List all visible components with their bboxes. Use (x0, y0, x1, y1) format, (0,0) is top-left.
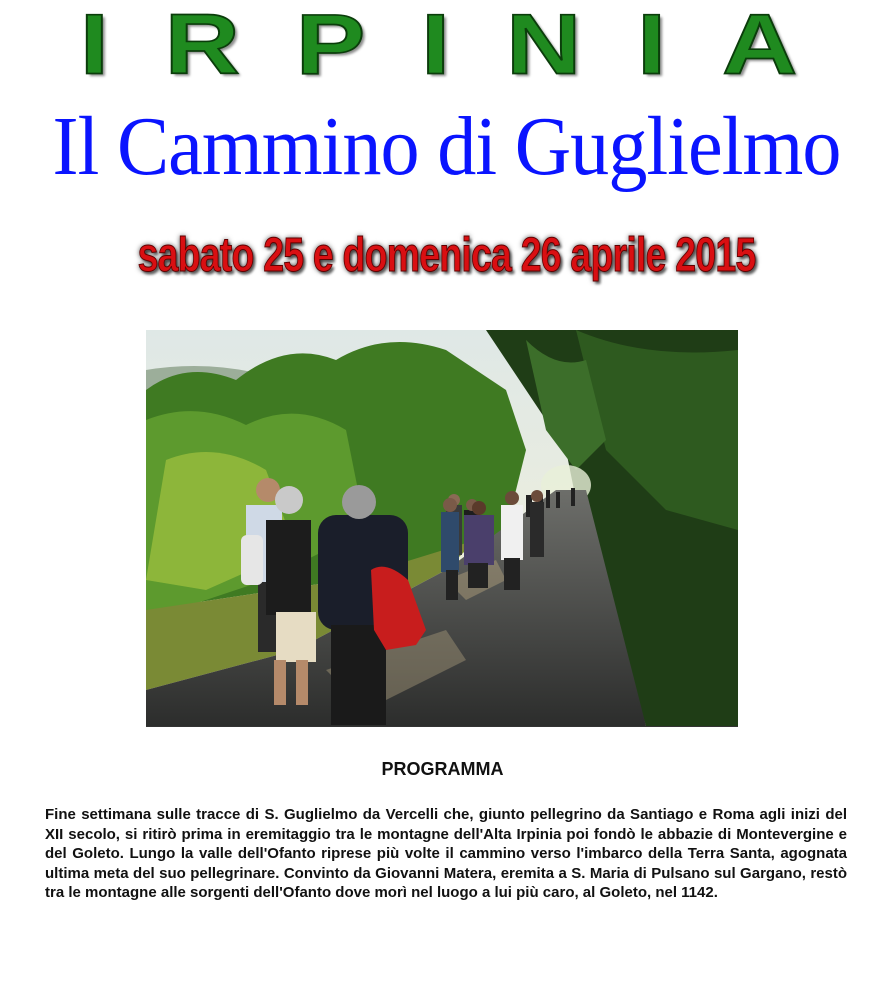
subtitle: Il Cammino di Guglielmo (52, 100, 841, 193)
section-heading: PROGRAMMA (381, 759, 504, 779)
programme-paragraph: Fine settimana sulle tracce di S. Guglielmo da Vercelli che, giunto pellegrino da Santiago e Roma agli inizi del XII secolo, si ritirò prima in eremitaggio tra le montagne dell'Alta Irpinia poi fondò le abbazie di Montevergine e del Goleto. Lungo la valle dell'Ofanto riprese più volte il cammino verso l'imbarco della Terra Santa, agognata ultima meta del suo pellegrinare. Convinto da Giovanni Matera, eremita a S. Maria di Pulsano sul Gargano, restò tra le montagne alle sorgenti dell'Ofanto dove morì nel luogo a lui più caro, al Goleto, nel 1142. (45, 806, 847, 902)
main-title: IRPINIA (79, 0, 854, 93)
hikers-photo (146, 330, 738, 727)
event-dates: sabato 25 e domenica 26 aprile 2015 (137, 229, 756, 282)
